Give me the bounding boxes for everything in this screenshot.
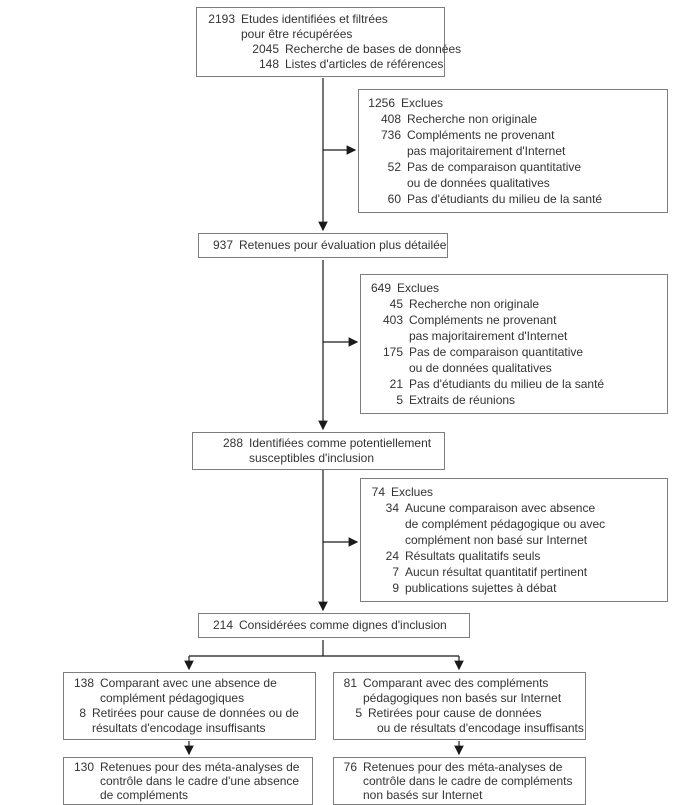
line-text: Comparant avec des compléments	[363, 676, 549, 690]
line-count	[342, 721, 362, 736]
line-text: Retenues pour des méta-analyses de	[363, 760, 563, 774]
line-count	[369, 532, 399, 548]
box-line	[367, 111, 663, 127]
line-count	[369, 328, 403, 344]
line-count: 74	[371, 485, 385, 499]
line-count: 81	[343, 676, 357, 690]
line-count: 937	[212, 238, 233, 252]
line-text: Considérées comme dignes d'inclusion	[239, 618, 447, 632]
line-count: 45	[389, 297, 403, 311]
line-text: pédagogiques non basés sur Internet	[363, 691, 562, 705]
line-count	[367, 143, 401, 159]
box-line	[342, 676, 581, 691]
box-76-meta-analyses-non-internet	[333, 757, 586, 805]
box-line	[367, 127, 663, 143]
box-line	[367, 191, 663, 207]
box-288-potentially-eligible	[192, 432, 445, 470]
line-count	[369, 516, 399, 532]
line-text: non basés sur Internet	[363, 788, 483, 802]
line-text: de compléments	[100, 788, 189, 802]
box-line	[367, 143, 663, 159]
box-line	[72, 774, 308, 788]
box-line	[369, 280, 663, 296]
line-text: Pas d'étudiants du milieu de la santé	[407, 192, 603, 206]
line-text: complément non basé sur Internet	[405, 533, 588, 547]
box-649-excluded	[360, 274, 668, 414]
line-count	[205, 27, 235, 42]
line-text: Exclues	[401, 96, 444, 110]
box-line	[72, 676, 311, 691]
line-count: 7	[392, 565, 399, 579]
line-count: 2193	[208, 12, 235, 26]
box-line	[207, 618, 465, 633]
box-line	[72, 706, 311, 721]
box-line	[342, 706, 581, 721]
box-line	[205, 27, 440, 42]
box-line	[369, 312, 663, 328]
box-line	[369, 484, 663, 500]
line-text: Comparant avec une absence de	[100, 676, 277, 690]
box-line	[369, 296, 663, 312]
box-line	[342, 788, 581, 802]
line-text: de complément pédagogique ou avec	[405, 517, 606, 531]
line-text: Pas d'étudiants du milieu de la santé	[409, 377, 605, 391]
line-count: 130	[73, 760, 94, 774]
box-line	[367, 95, 663, 111]
box-line	[367, 175, 663, 191]
line-text: résultats d'encodage insuffisants	[92, 721, 266, 735]
line-text: contrôle dans le cadre de compléments	[363, 774, 573, 788]
line-text: Retenues pour des méta-analyses de	[100, 760, 300, 774]
line-text: publications sujettes à débat	[405, 581, 557, 595]
line-count	[367, 175, 401, 191]
box-line	[369, 564, 663, 580]
box-line	[342, 691, 581, 706]
box-74-excluded	[360, 478, 668, 602]
line-text: Pas de comparaison quantitative	[409, 345, 584, 359]
line-count: 60	[387, 192, 401, 206]
box-line	[369, 344, 663, 360]
box-line	[205, 12, 440, 27]
box-line	[342, 760, 581, 774]
line-count: 288	[222, 436, 243, 450]
line-text: ou de résultats d'encodage insuffisants	[377, 721, 584, 735]
line-count	[72, 774, 94, 788]
box-line	[72, 721, 311, 736]
box-line	[369, 580, 663, 596]
line-text: Compléments ne provenant	[407, 128, 555, 142]
box-138-no-supplement-comparison	[63, 672, 316, 740]
box-line	[205, 42, 462, 57]
line-count: 138	[73, 676, 94, 690]
box-line	[207, 238, 447, 253]
line-text: ou de données qualitatives	[409, 361, 552, 375]
box-line	[205, 57, 444, 72]
line-count: 2045	[252, 42, 279, 56]
line-text: Résultats qualitatifs seuls	[405, 549, 541, 563]
line-count: 8	[79, 706, 86, 720]
line-text: pas majoritairement d'Internet	[407, 144, 566, 158]
box-line	[369, 532, 663, 548]
line-count: 148	[258, 57, 279, 71]
box-line	[217, 436, 440, 451]
line-count: 52	[387, 160, 401, 174]
line-count: 9	[392, 581, 399, 595]
line-count: 1256	[368, 96, 395, 110]
box-line	[369, 500, 663, 516]
line-count: 5	[355, 706, 362, 720]
line-count: 24	[385, 549, 399, 563]
line-text: Compléments ne provenant	[409, 313, 557, 327]
box-line	[72, 691, 311, 706]
line-count	[369, 360, 403, 376]
line-text: Listes d'articles de références	[285, 57, 444, 71]
box-1256-excluded	[358, 89, 668, 213]
line-text: Aucun résultat quantitatif pertinent	[405, 565, 588, 579]
box-line	[369, 328, 663, 344]
box-214-included	[198, 613, 470, 638]
box-2193-identified	[196, 7, 462, 77]
line-text: contrôle dans le cadre d'une absence	[100, 774, 300, 788]
line-text: Etudes identifiées et filtrées	[241, 12, 388, 26]
line-count	[342, 774, 357, 788]
line-text: pour être récupérées	[241, 27, 353, 41]
line-count: 214	[212, 618, 233, 632]
line-count	[342, 788, 357, 802]
line-count: 175	[382, 345, 403, 359]
line-count	[72, 691, 94, 706]
box-937-retained	[198, 233, 448, 258]
line-text: ou de données qualitatives	[407, 176, 550, 190]
line-text: Exclues	[391, 485, 434, 499]
line-text: susceptibles d'inclusion	[249, 451, 375, 465]
box-line	[369, 392, 663, 408]
line-count: 76	[343, 760, 357, 774]
box-81-non-internet-comparison	[333, 672, 586, 740]
box-line	[217, 451, 440, 466]
line-text: Pas de comparaison quantitative	[407, 160, 582, 174]
line-text: Retenues pour évaluation plus détailée	[239, 238, 447, 252]
box-130-meta-analyses-no-supplement	[63, 757, 313, 805]
line-count: 34	[385, 501, 399, 515]
line-text: complément pédagogiques	[100, 691, 245, 705]
line-count	[72, 788, 94, 802]
box-line	[367, 159, 663, 175]
box-line	[342, 721, 584, 736]
line-count: 21	[389, 377, 403, 391]
line-count	[72, 721, 86, 736]
line-text: Retirées pour cause de données	[368, 706, 542, 720]
line-count: 5	[396, 393, 403, 407]
line-text: Aucune comparaison avec absence	[405, 501, 596, 515]
line-count: 736	[380, 128, 401, 142]
line-count: 649	[370, 281, 391, 295]
box-line	[342, 774, 581, 788]
line-count: 403	[382, 313, 403, 327]
line-count: 408	[380, 112, 401, 126]
line-text: pas majoritairement d'Internet	[409, 329, 568, 343]
box-line	[72, 760, 308, 774]
line-text: Identifiées comme potentiellement	[249, 436, 432, 450]
line-count	[342, 691, 357, 706]
line-text: Exclues	[397, 281, 440, 295]
box-line	[369, 376, 663, 392]
line-text: Extraits de réunions	[409, 393, 516, 407]
box-line	[369, 516, 663, 532]
line-text: Recherche non originale	[407, 112, 538, 126]
line-count	[217, 451, 243, 466]
box-line	[72, 788, 308, 802]
box-line	[369, 360, 663, 376]
line-text: Recherche non originale	[409, 297, 540, 311]
line-text: Retirées pour cause de données ou de	[92, 706, 299, 720]
line-text: Recherche de bases de données	[285, 42, 462, 56]
box-line	[369, 548, 663, 564]
